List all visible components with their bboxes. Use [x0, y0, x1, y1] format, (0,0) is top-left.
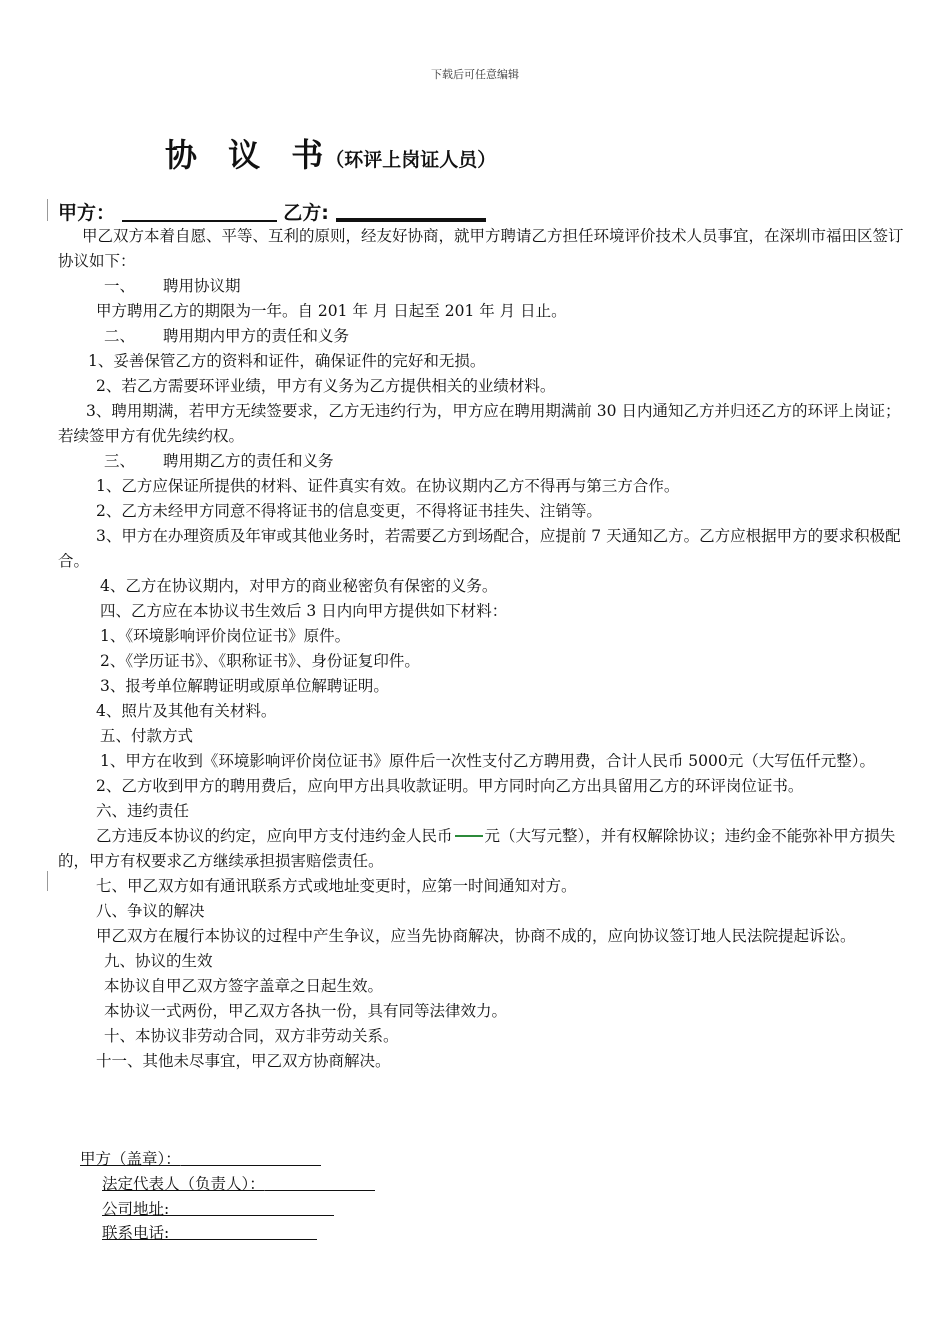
margin-mark: [47, 871, 48, 891]
parties-line: [58, 198, 486, 225]
signature-address-blank: [169, 1215, 334, 1216]
section-2-heading: [58, 324, 908, 349]
party-a-label: 甲方：: [58, 202, 116, 224]
title-sub: （环评上岗证人员）: [325, 149, 497, 171]
section-7-heading: 七、甲乙双方如有通讯联系方式或地址变更时，应第一时间通知对方。: [96, 877, 577, 895]
section-6-text-after: 元（大写元整），并有权解除协议；违约金不能弥补甲方损失的，甲方有权要求乙方继续承担损害赔偿责任。: [58, 827, 896, 870]
section-3-item: 1、乙方应保证所提供的材料、证件真实有效。在协议期内乙方不得再与第三方合作。: [96, 477, 680, 495]
section-8-text: 甲乙双方在履行本协议的过程中产生争议，应当先协商解决，协商不成的，应向协议签订地人民法院提起诉讼。: [96, 927, 856, 945]
section-2-item: 3、聘用期满，若甲方无续签要求，乙方无违约行为，甲方应在聘用期满前 30 日内通知乙方并归还乙方的环评上岗证；若续签甲方有优先续约权。: [58, 402, 901, 445]
section-2-title: 聘用期内甲方的责任和义务: [163, 327, 350, 345]
document-title: [165, 130, 496, 176]
signature-party-a-blank: [181, 1165, 321, 1166]
section-6-text: [58, 824, 908, 874]
section-3-title: 聘用期乙方的责任和义务: [163, 452, 334, 470]
section-10-heading: 十、本协议非劳动合同，双方非劳动关系。: [104, 1027, 399, 1045]
section-9-line: 本协议自甲乙双方签字盖章之日起生效。: [104, 977, 384, 995]
section-2-item: 1、妥善保管乙方的资料和证件，确保证件的完好和无损。: [88, 352, 486, 370]
section-1-number: 一、: [104, 277, 136, 295]
section-1-title: 聘用协议期: [163, 277, 241, 295]
section-1-text: 甲方聘用乙方的期限为一年。自 201 年 月 日起至 201 年 月 日止。: [96, 302, 567, 320]
section-3-number: 三、: [104, 452, 136, 470]
section-2-item: 2、若乙方需要环评业绩，甲方有义务为乙方提供相关的业绩材料。: [96, 377, 556, 395]
title-main: 协 议 书: [165, 136, 334, 174]
section-6-heading: 六、违约责任: [96, 802, 190, 820]
signature-phone-label: 联系电话:: [102, 1224, 170, 1242]
signature-phone: [102, 1221, 317, 1243]
intro-paragraph: 甲乙双方本着自愿、平等、互利的原则，经友好协商，就甲方聘请乙方担任环境评价技术人员事宜，在深圳市福田区签订协议如下：: [58, 227, 904, 270]
signature-party-a: [58, 1147, 321, 1169]
agreement-body: [58, 224, 908, 1074]
party-a-blank: [122, 220, 277, 222]
section-4-item: 2、《学历证书》、《职称证书》、身份证复印件。: [100, 652, 420, 670]
signature-phone-blank: [169, 1239, 317, 1240]
section-4-item: 4、照片及其他有关材料。: [96, 702, 277, 720]
signature-address: [102, 1197, 334, 1219]
section-4-item: 3、报考单位解聘证明或原单位解聘证明。: [100, 677, 389, 695]
signature-legal-rep-blank: [265, 1190, 375, 1191]
section-9-heading: 九、协议的生效: [104, 952, 213, 970]
section-5-item: 2、乙方收到甲方的聘用费后，应向甲方出具收款证明。甲方同时向乙方出具留用乙方的环评岗位证书。: [96, 777, 804, 795]
section-6-text-before: 乙方违反本协议的约定，应向甲方支付违约金人民币: [96, 827, 453, 845]
section-2-number: 二、: [104, 327, 136, 345]
section-5-heading: 五、付款方式: [100, 727, 194, 745]
section-3-heading: [58, 449, 908, 474]
section-3-item: 4、乙方在协议期内，对甲方的商业秘密负有保密的义务。: [100, 577, 498, 595]
section-4-heading: 四、乙方应在本协议书生效后 3 日内向甲方提供如下材料：: [100, 602, 508, 620]
section-3-item: 2、乙方未经甲方同意不得将证书的信息变更，不得将证书挂失、注销等。: [96, 502, 602, 520]
signature-legal-rep: [102, 1172, 375, 1194]
header-note: 下载后可任意编辑: [431, 68, 519, 81]
section-9-line: 本协议一式两份，甲乙双方各执一份，具有同等法律效力。: [104, 1002, 508, 1020]
signature-legal-rep-label: 法定代表人（负责人）：: [102, 1175, 265, 1193]
party-b-label: 乙方:: [283, 202, 329, 224]
section-3-item: 3、甲方在办理资质及年审或其他业务时，若需要乙方到场配合，应提前 7 天通知乙方。乙方应根据甲方的要求积极配合。: [58, 527, 901, 570]
section-1-heading: [58, 274, 908, 299]
margin-mark: [47, 199, 48, 221]
section-8-heading: 八、争议的解决: [96, 902, 205, 920]
section-5-item: 1、甲方在收到《环境影响评价岗位证书》原件后一次性支付乙方聘用费，合计人民币 5000元（大写伍仟元整）。: [100, 752, 875, 770]
party-b-blank: [336, 218, 486, 222]
signature-address-label: 公司地址:: [102, 1200, 170, 1218]
penalty-amount-blank: [455, 835, 483, 837]
signature-party-a-label: 甲方（盖章）：: [80, 1150, 181, 1168]
section-11-heading: 十一、其他未尽事宜，甲乙双方协商解决。: [96, 1052, 391, 1070]
section-4-item: 1、《环境影响评价岗位证书》原件。: [100, 627, 351, 645]
